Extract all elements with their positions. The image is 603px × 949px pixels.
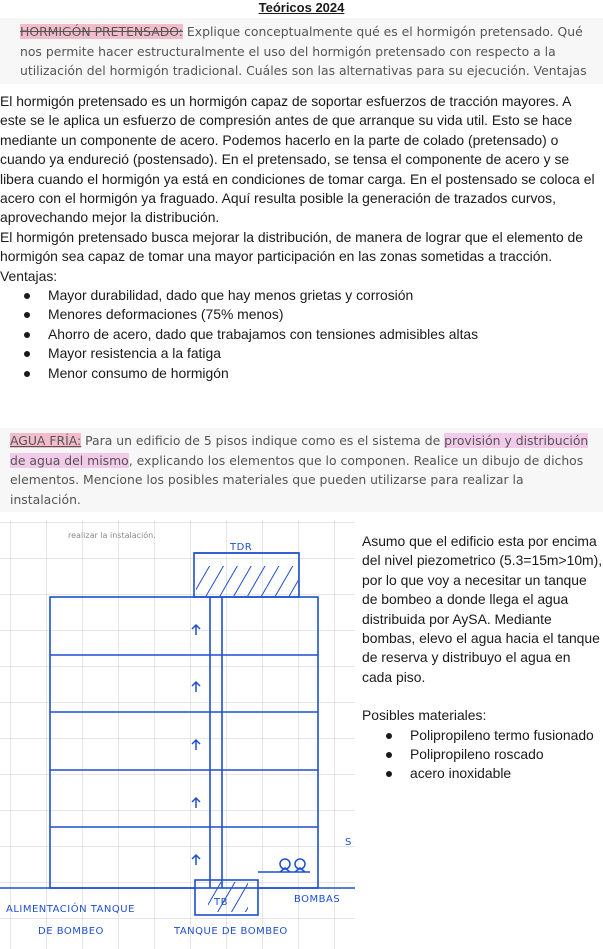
label-tanque-bombeo: TANQUE DE BOMBEO (174, 926, 288, 937)
question-agua-fria (0, 428, 603, 512)
ventajas-label: Ventajas: (0, 267, 58, 284)
ventajas-list (0, 286, 600, 383)
list-item: Ahorro de acero, dado que trabajamos con tensiones admisibles altas (48, 325, 600, 344)
list-item: acero inoxidable (410, 764, 603, 783)
answer-paragraph: El hormigón pretensado es un hormigón capaz de soportar esfuerzos de tracción mayores. A este se le aplica un esfuerzo de compresión antes de que arranque su vida util. Esto se hace mediante un componente de acero. Podemos hacerlo en la parte de colado (pretensado) o cuando ya endureció (postensado). En el pretensado, se tensa el componente de acero y se libera cuando el hormigón ya está en condiciones de tomar carga. En el postensado se coloca el acero con el hormigón ya fraguado. Aquí resulta posible la generación de trazados curvos, aprovechando mejor la distribución. (0, 93, 595, 226)
question-highlight: provisión y distribución de agua del mismo (10, 433, 589, 468)
spacer (362, 687, 603, 706)
list-item: Mayor durabilidad, dado que hay menos grietas y corrosión (48, 286, 600, 305)
tank-tdr-hatch (196, 566, 298, 596)
answer-hormigon (0, 92, 600, 383)
label-bombas: BOMBAS (294, 894, 341, 905)
answer-agua-fria (362, 532, 603, 784)
answer-paragraph: El hormigón pretensado busca mejorar la distribución, de manera de lograr que el elemento de hormigón sea capaz de tomar una mayor participación en las zonas sometidas a tracción. (0, 228, 583, 265)
page-title: Teóricos 2024 (258, 0, 345, 15)
list-item: Polipropileno roscado (410, 745, 603, 764)
label-de-bombeo: DE BOMBEO (38, 926, 104, 937)
edge-mark: S (345, 837, 352, 848)
list-item: Menores deformaciones (75% menos) (48, 305, 600, 324)
materiales-list (362, 726, 603, 784)
question-text: Para un edificio de 5 pisos indique como es el sistema de (81, 433, 445, 448)
question-hormigon (0, 18, 603, 84)
list-item: Menor consumo de hormigón (48, 364, 600, 383)
water-system-sketch (0, 520, 355, 949)
bleed-text: realizar la instalación. (68, 531, 156, 540)
answer-paragraph: Asumo que el edificio esta por encima del nivel piezometrico (5.3=15m>10m), por lo que voy a necesitar un tanque de bombeo a donde llega el agua distribuida por AySA. Mediante bombas, elevo el agua hacia el tanque de reserva y distribuyo el agua en cada piso. (362, 533, 603, 685)
grid-background (0, 520, 355, 949)
list-item: Polipropileno termo fusionado (410, 726, 603, 745)
question-label: HORMIGÓN PRETENSADO: (20, 24, 183, 39)
question-label: AGUA FRÍA: (10, 433, 82, 448)
list-item: Mayor resistencia a la fatiga (48, 344, 600, 363)
materiales-label: Posibles materiales: (362, 707, 487, 724)
label-tdr: TDR (230, 542, 253, 553)
label-alimentacion: ALIMENTACIÓN TANQUE (6, 904, 135, 915)
question-text: , explicando los elementos que lo componen. Realice un dibujo de dichos elementos. Mencione los posibles materiales que pueden utilizarse para realizar la instalación. (10, 452, 584, 507)
label-tb: TB (214, 897, 228, 908)
question-text: Explique conceptualmente qué es el hormigón pretensado. Qué nos permite hacer estructuralmente el uso del hormigón pretensado con respecto a la utilización del hormigón tradicional. Cuáles son las alternativas para su ejecución. Ventajas (20, 24, 587, 78)
